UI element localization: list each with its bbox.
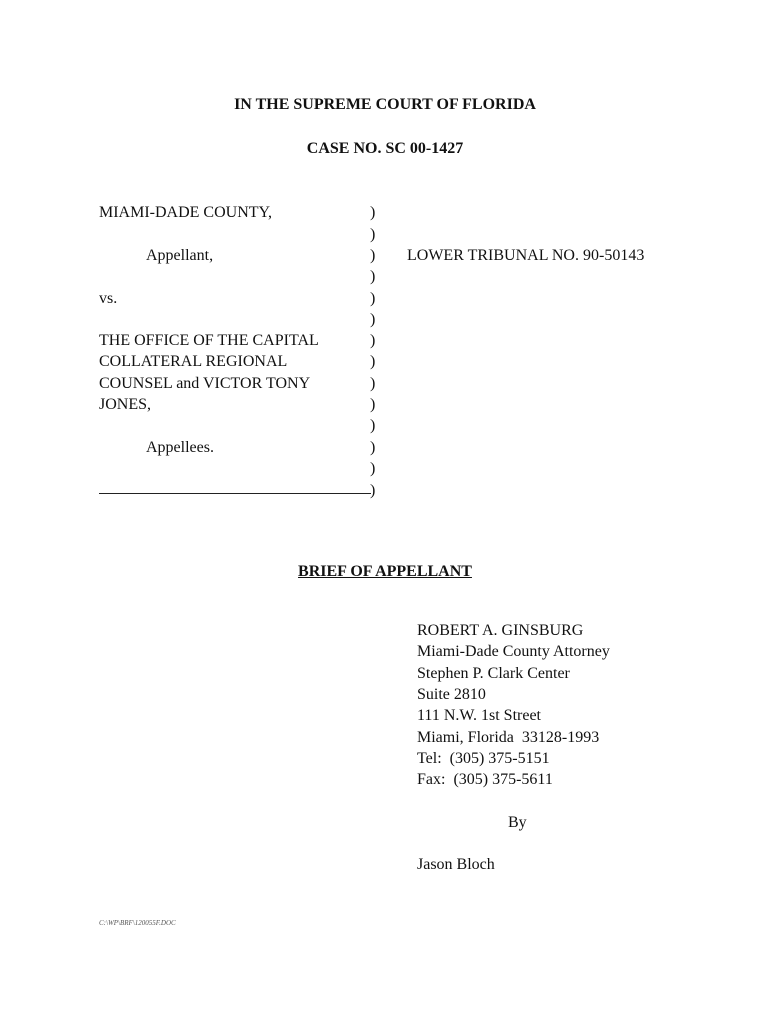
footer-file-path: C:\WP\BRF\120055F.DOC bbox=[99, 919, 176, 927]
counsel-suite: Suite 2810 bbox=[417, 686, 486, 703]
brief-title: BRIEF OF APPELLANT bbox=[298, 563, 472, 580]
by-label: By bbox=[508, 814, 527, 831]
paren: ) bbox=[370, 375, 376, 392]
caption-underline bbox=[99, 493, 371, 494]
court-name: IN THE SUPREME COURT OF FLORIDA bbox=[234, 96, 536, 113]
appellees-role: Appellees. bbox=[146, 439, 214, 456]
paren: ) bbox=[370, 460, 376, 477]
paren: ) bbox=[370, 268, 376, 285]
paren: ) bbox=[370, 332, 376, 349]
versus: vs. bbox=[99, 290, 118, 307]
paren: ) bbox=[370, 439, 376, 456]
appellee-line-3: COUNSEL and VICTOR TONY bbox=[99, 375, 311, 392]
counsel-city: Miami, Florida 33128-1993 bbox=[417, 729, 600, 746]
counsel-building: Stephen P. Clark Center bbox=[417, 665, 570, 682]
paren: ) bbox=[370, 247, 376, 264]
lower-tribunal-number: LOWER TRIBUNAL NO. 90-50143 bbox=[407, 247, 645, 264]
paren: ) bbox=[370, 311, 376, 328]
counsel-phone: Tel: (305) 375-5151 bbox=[417, 750, 550, 767]
counsel-name: ROBERT A. GINSBURG bbox=[417, 622, 584, 639]
paren: ) bbox=[370, 482, 376, 499]
appellee-line-4: JONES, bbox=[99, 396, 152, 413]
appellee-line-1: THE OFFICE OF THE CAPITAL bbox=[99, 332, 319, 349]
case-number: CASE NO. SC 00-1427 bbox=[306, 140, 464, 157]
signer-name: Jason Bloch bbox=[417, 856, 495, 873]
paren: ) bbox=[370, 417, 376, 434]
paren: ) bbox=[370, 226, 376, 243]
appellee-line-2: COLLATERAL REGIONAL bbox=[99, 353, 288, 370]
counsel-block bbox=[417, 620, 717, 880]
appellant-name: MIAMI-DADE COUNTY, bbox=[99, 204, 273, 221]
paren: ) bbox=[370, 290, 376, 307]
appellant-role: Appellant, bbox=[146, 247, 214, 264]
counsel-fax: Fax: (305) 375-5611 bbox=[417, 771, 553, 788]
paren: ) bbox=[370, 204, 376, 221]
counsel-title: Miami-Dade County Attorney bbox=[417, 643, 610, 660]
paren: ) bbox=[370, 396, 376, 413]
paren: ) bbox=[370, 353, 376, 370]
counsel-street: 111 N.W. 1st Street bbox=[417, 707, 541, 724]
paren-column bbox=[370, 202, 380, 502]
